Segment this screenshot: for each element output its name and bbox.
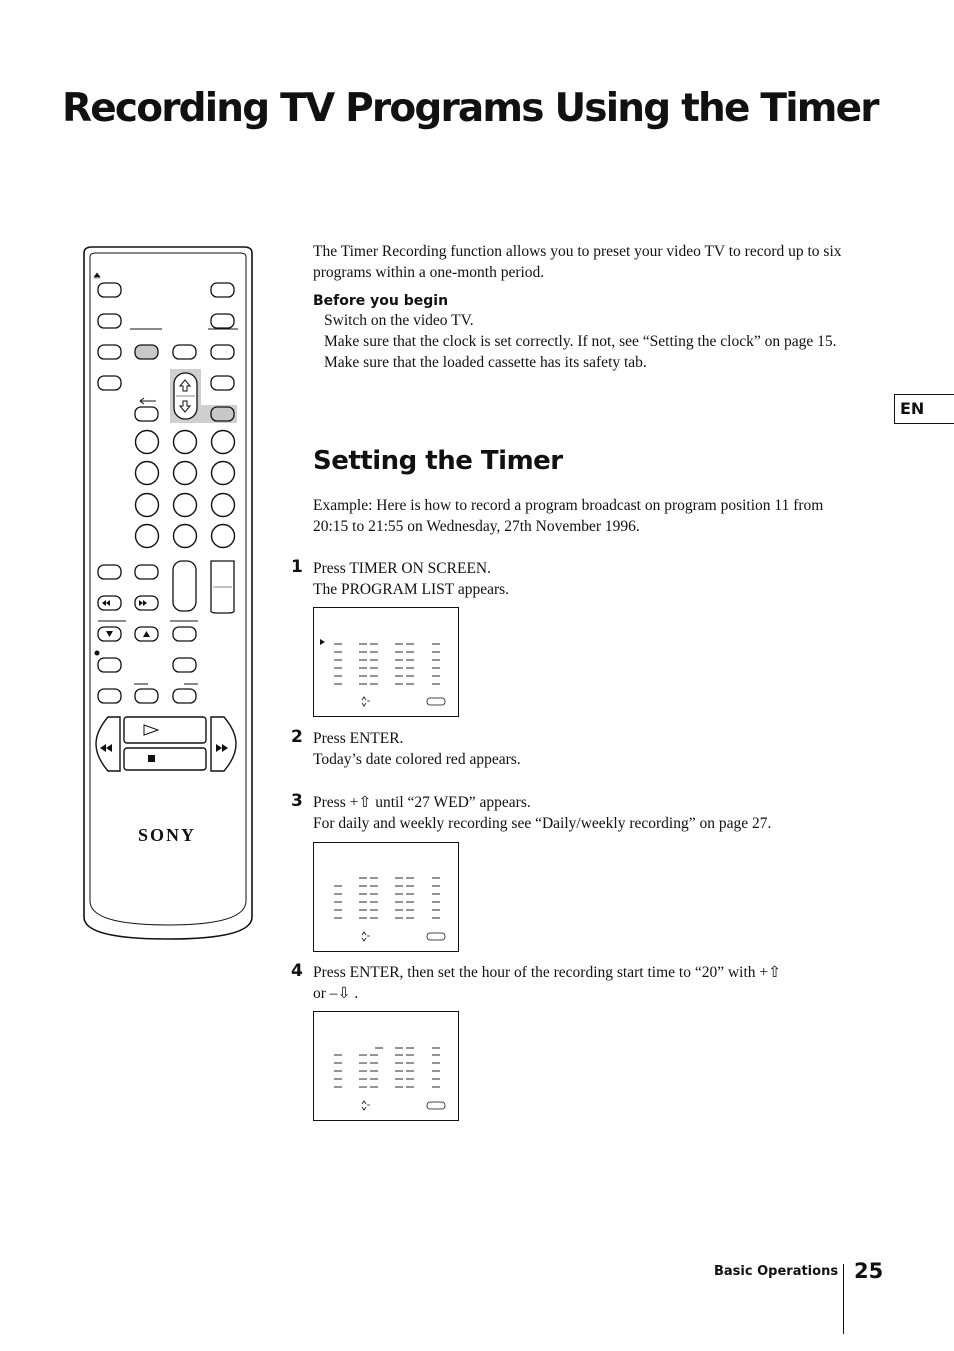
footer-section-label: Basic Operations bbox=[714, 1264, 839, 1279]
step-number: 2 bbox=[291, 727, 303, 747]
before-item: Make sure that the loaded cassette has its safety tab. bbox=[324, 354, 647, 371]
step-number: 4 bbox=[291, 961, 303, 981]
before-item: Switch on the video TV. bbox=[324, 312, 474, 329]
remote-brand-logo: SONY bbox=[137, 825, 197, 845]
step-number: 3 bbox=[291, 791, 303, 811]
step-text: Press ENTER, then set the hour of the recording start time to “20” with +⇧ bbox=[313, 964, 782, 981]
footer-divider bbox=[843, 1264, 844, 1334]
select-arrows-icon bbox=[362, 697, 370, 706]
select-arrows-icon bbox=[362, 932, 370, 941]
step-text: The PROGRAM LIST appears. bbox=[313, 581, 510, 598]
select-arrows-icon bbox=[362, 1101, 370, 1110]
before-you-begin-heading: Before you begin bbox=[313, 293, 449, 309]
page-number: 25 bbox=[854, 1259, 884, 1283]
intro-paragraph: The Timer Recording function allows you to preset your video TV to record up to six programs within a one-month period. bbox=[313, 243, 842, 281]
step-text: Press TIMER ON SCREEN. bbox=[313, 560, 491, 577]
step-text: Today’s date colored red appears. bbox=[313, 751, 521, 768]
step-text: Press ENTER. bbox=[313, 730, 404, 747]
before-item: Make sure that the clock is set correctly. If not, see “Setting the clock” on page 15. bbox=[324, 333, 837, 350]
example-paragraph: Example: Here is how to record a program broadcast on program position 11 from 20:15 to 21:55 on Wednesday, 27th November 1996. bbox=[313, 497, 824, 535]
start-time-screen bbox=[313, 1011, 459, 1121]
language-tab: EN bbox=[894, 394, 954, 424]
remote-control-illustration bbox=[78, 245, 258, 945]
program-list-screen bbox=[313, 607, 459, 717]
step-text: Press +⇧ until “27 WED” appears. bbox=[313, 794, 531, 811]
step-text: or –⇩ . bbox=[313, 985, 359, 1002]
step-text: For daily and weekly recording see “Daily/weekly recording” on page 27. bbox=[313, 815, 772, 832]
date-select-screen bbox=[313, 842, 459, 952]
section-heading: Setting the Timer bbox=[313, 446, 563, 476]
step-number: 1 bbox=[291, 557, 303, 577]
page-title: Recording TV Programs Using the Timer bbox=[62, 86, 878, 131]
cursor-arrow-icon bbox=[320, 639, 325, 645]
